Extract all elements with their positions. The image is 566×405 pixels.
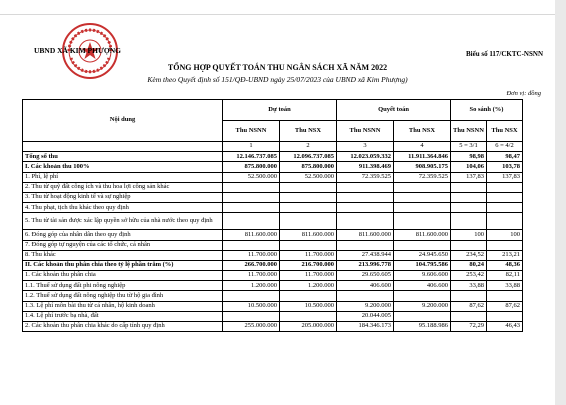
row-value: 12.023.059.332 — [337, 152, 394, 162]
row-value: 52.500.000 — [280, 172, 337, 182]
row-value — [223, 192, 280, 202]
row-label: 7. Đóng góp tự nguyện của các tổ chức, cá nhân — [23, 240, 223, 250]
row-label: 1.3. Lệ phí môn bài thu từ cá nhân, hộ kinh doanh — [23, 301, 223, 311]
row-value: 33,88 — [487, 281, 523, 291]
row-value: 20.044.005 — [337, 311, 394, 321]
table-row — [23, 240, 523, 250]
row-value — [394, 182, 451, 192]
row-value: 72.359.525 — [394, 172, 451, 182]
row-value — [223, 203, 280, 213]
row-value — [394, 311, 451, 321]
table-row — [23, 162, 523, 172]
row-value — [280, 311, 337, 321]
table-row — [23, 271, 523, 281]
row-value: 24.945.650 — [394, 250, 451, 260]
row-value — [280, 192, 337, 202]
row-label: II. Các khoản thu phân chia theo tỷ lệ phần trăm (%) — [23, 260, 223, 270]
row-value — [487, 192, 523, 202]
row-value — [394, 203, 451, 213]
index-cell: 6 = 4/2 — [487, 142, 523, 152]
row-value — [451, 203, 487, 213]
row-value — [487, 182, 523, 192]
table-row — [23, 291, 523, 301]
table-row — [23, 311, 523, 321]
row-value: 11.700.000 — [280, 250, 337, 260]
row-label: 6. Đóng góp của nhân dân theo quy định — [23, 230, 223, 240]
index-cell: 5 = 3/1 — [451, 142, 487, 152]
row-label: 1.4. Lệ phí trước bạ nhà, đất — [23, 311, 223, 321]
row-value: 811.600.000 — [394, 230, 451, 240]
revenue-table — [22, 99, 523, 332]
row-value — [394, 213, 451, 230]
row-value — [280, 291, 337, 301]
page-top-rule — [0, 14, 555, 15]
table-row — [23, 213, 523, 230]
row-value — [487, 213, 523, 230]
row-value: 80,24 — [451, 260, 487, 270]
table-row — [23, 192, 523, 202]
row-value — [487, 203, 523, 213]
row-value — [337, 213, 394, 230]
row-value: 98,98 — [451, 152, 487, 162]
row-value: 12.096.737.085 — [280, 152, 337, 162]
table-row — [23, 230, 523, 240]
row-value: 811.600.000 — [280, 230, 337, 240]
table-row — [23, 301, 523, 311]
row-value: 10.500.000 — [280, 301, 337, 311]
row-value: 95.188.986 — [394, 322, 451, 332]
row-value — [451, 213, 487, 230]
row-value: 205.000.000 — [280, 322, 337, 332]
row-value: 911.398.469 — [337, 162, 394, 172]
row-label: I. Các khoản thu 100% — [23, 162, 223, 172]
document-subtitle: Kèm theo Quyết định số 151/QĐ-UBND ngày 25/07/2023 của UBND xã Kim Phượng) — [147, 75, 408, 84]
row-value — [280, 203, 337, 213]
row-label: 8. Thu khác — [23, 250, 223, 260]
row-value: 9.606.600 — [394, 271, 451, 281]
row-label: 1. Phí, lệ phí — [23, 172, 223, 182]
index-cell: 4 — [394, 142, 451, 152]
row-value: 27.438.944 — [337, 250, 394, 260]
index-cell: 2 — [280, 142, 337, 152]
row-value — [394, 192, 451, 202]
index-cell: 3 — [337, 142, 394, 152]
row-value — [223, 182, 280, 192]
row-value: 137,83 — [451, 172, 487, 182]
row-value — [280, 240, 337, 250]
row-value: 253,42 — [451, 271, 487, 281]
row-value — [487, 311, 523, 321]
row-value — [223, 311, 280, 321]
row-value: 875.800.000 — [280, 162, 337, 172]
row-label: 4. Thu phạt, tịch thu khác theo quy định — [23, 203, 223, 213]
row-value — [223, 213, 280, 230]
row-value: 216.700.000 — [280, 260, 337, 270]
row-value — [487, 291, 523, 301]
row-value — [451, 291, 487, 301]
table-row — [23, 172, 523, 182]
viewer-margin — [555, 0, 566, 405]
row-label: 1.2. Thuế sử dụng đất nông nghiệp thu từ hộ gia đình — [23, 291, 223, 301]
row-value: 406.600 — [337, 281, 394, 291]
row-value: 87,62 — [451, 301, 487, 311]
row-value — [451, 240, 487, 250]
row-value: 11.700.000 — [223, 271, 280, 281]
row-value: 255.000.000 — [223, 322, 280, 332]
row-value: 11.911.364.846 — [394, 152, 451, 162]
row-value: 9.200.000 — [394, 301, 451, 311]
form-number: Biểu số 117/CKTC-NSNN — [465, 50, 543, 58]
header-est-nsx: Thu NSX — [280, 121, 337, 142]
table-row — [23, 203, 523, 213]
row-value: 100 — [451, 230, 487, 240]
table-row — [23, 250, 523, 260]
row-value: 9.200.000 — [337, 301, 394, 311]
index-cell: 1 — [223, 142, 280, 152]
row-label: 2. Các khoản thu phân chia khác do cấp tỉnh quy định — [23, 322, 223, 332]
table-row — [23, 182, 523, 192]
table-row — [23, 281, 523, 291]
row-label: 3. Thu từ hoạt động kinh tế và sự nghiệp — [23, 192, 223, 202]
row-value — [280, 182, 337, 192]
header-final: Quyết toán — [337, 100, 451, 121]
row-label: 1. Các khoản thu phân chia — [23, 271, 223, 281]
index-row — [23, 142, 523, 152]
row-value — [451, 192, 487, 202]
organization-name: UBND XÃ KIM PHƯỢNG — [34, 46, 122, 55]
row-value — [451, 311, 487, 321]
header-fin-nsx: Thu NSX — [394, 121, 451, 142]
row-value: 98,47 — [487, 152, 523, 162]
row-label: Tổng số thu — [23, 152, 223, 162]
row-label: 2. Thu từ quỹ đất công ích và thu hoa lợi công sản khác — [23, 182, 223, 192]
row-value: 11.700.000 — [280, 271, 337, 281]
header-compare: So sánh (%) — [451, 100, 523, 121]
row-value: 82,11 — [487, 271, 523, 281]
row-value: 52.500.000 — [223, 172, 280, 182]
row-value: 103,78 — [487, 162, 523, 172]
row-value: 213.996.778 — [337, 260, 394, 270]
row-value: 72.359.525 — [337, 172, 394, 182]
row-value — [337, 240, 394, 250]
row-value: 100 — [487, 230, 523, 240]
row-value — [337, 192, 394, 202]
row-value: 72,29 — [451, 322, 487, 332]
row-value: 12.146.737.085 — [223, 152, 280, 162]
row-value: 908.905.175 — [394, 162, 451, 172]
row-value: 406.600 — [394, 281, 451, 291]
header-estimate: Dự toán — [223, 100, 337, 121]
row-value: 234,52 — [451, 250, 487, 260]
document-title: TỔNG HỢP QUYẾT TOÁN THU NGÂN SÁCH XÃ NĂM 2022 — [167, 63, 388, 72]
row-value: 137,83 — [487, 172, 523, 182]
table-row — [23, 260, 523, 270]
row-value: 46,43 — [487, 322, 523, 332]
row-value: 33,88 — [451, 281, 487, 291]
row-value: 811.600.000 — [337, 230, 394, 240]
row-value: 104.795.586 — [394, 260, 451, 270]
row-value: 811.600.000 — [223, 230, 280, 240]
row-value: 184.346.173 — [337, 322, 394, 332]
row-value: 104,06 — [451, 162, 487, 172]
row-value — [280, 213, 337, 230]
header-content: Nội dung — [23, 100, 223, 142]
row-value: 1.200.000 — [223, 281, 280, 291]
row-value — [337, 203, 394, 213]
table-row — [23, 152, 523, 162]
header-cmp-nsx: Thu NSX — [487, 121, 523, 142]
row-value: 266.700.000 — [223, 260, 280, 270]
currency-unit: Đơn vị: đồng — [506, 90, 541, 97]
table-row — [23, 322, 523, 332]
row-value: 875.800.000 — [223, 162, 280, 172]
header-fin-nsnn: Thu NSNN — [337, 121, 394, 142]
row-value — [487, 240, 523, 250]
row-label: 1.1. Thuế sử dụng đất phi nông nghiệp — [23, 281, 223, 291]
row-value — [394, 291, 451, 301]
row-value — [394, 240, 451, 250]
row-value — [337, 291, 394, 301]
header-cmp-nsnn: Thu NSNN — [451, 121, 487, 142]
row-value: 48,36 — [487, 260, 523, 270]
row-value: 29.650.605 — [337, 271, 394, 281]
header-est-nsnn: Thu NSNN — [223, 121, 280, 142]
row-value: 11.700.000 — [223, 250, 280, 260]
row-value: 213,21 — [487, 250, 523, 260]
row-value — [337, 182, 394, 192]
row-value — [223, 291, 280, 301]
row-value — [451, 182, 487, 192]
row-value: 87,62 — [487, 301, 523, 311]
row-value: 10.500.000 — [223, 301, 280, 311]
row-value: 1.200.000 — [280, 281, 337, 291]
row-value — [223, 240, 280, 250]
row-label: 5. Thu từ tài sản được xác lập quyền sở hữu của nhà nước theo quy định — [23, 213, 223, 230]
